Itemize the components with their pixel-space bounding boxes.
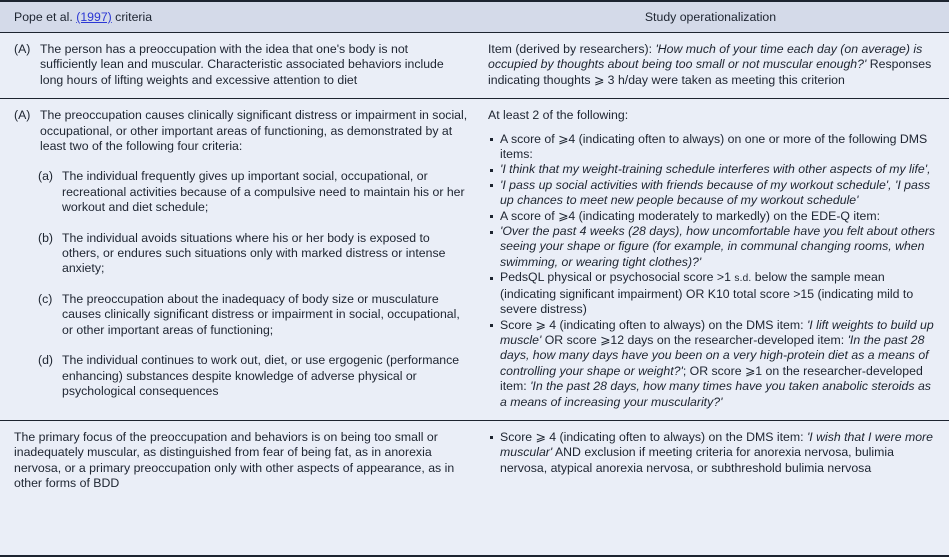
bullet-list bbox=[488, 430, 939, 476]
bullet-item bbox=[488, 132, 939, 163]
criterion-item bbox=[14, 108, 468, 154]
sub-criteria-list bbox=[14, 169, 468, 399]
text-run: 'Over the past 4 weeks (28 days), how uncomfortable have you felt about others seeing your shape or figure (for example, in communal changing rooms, when swimming, or wearing tight clothes)?' bbox=[500, 224, 936, 269]
sub-criterion-label: (a) bbox=[38, 169, 54, 184]
column-header-criteria-suffix: criteria bbox=[111, 10, 153, 24]
text-run: 'In the past 28 days, how many days have you been on a very high-protein diet as a means of controlling your shape or weight?' bbox=[500, 332, 929, 378]
cell-operationalization bbox=[480, 421, 949, 502]
cell-operationalization bbox=[480, 99, 949, 420]
bullet-item bbox=[488, 224, 939, 270]
sub-criterion-item bbox=[14, 169, 468, 215]
table-header-row bbox=[0, 2, 949, 33]
text-run: Responses indicating thoughts ⩾ 3 h/day were taken as meeting this criterion bbox=[488, 57, 932, 87]
criterion-text: The person has a preoccupation with the idea that one's body is not sufficiently lean and muscular. Characteristic associated behaviors include long hours of lifting weights and excessive attention to diet bbox=[40, 42, 444, 87]
text-run: OR score ⩾12 days on the researcher-developed item: bbox=[541, 332, 848, 347]
text-run: AND exclusion if meeting criteria for anorexia nervosa, bulimia nervosa, atypical anorexia nervosa, or subthreshold bulimia nervosa bbox=[500, 445, 894, 475]
criterion-text: The preoccupation causes clinically significant distress or impairment in social, occupational, or other important areas of functioning, as demonstrated by at least two of the following four criteria: bbox=[40, 108, 468, 154]
bullet-item bbox=[488, 209, 939, 224]
bullet-item bbox=[488, 430, 939, 476]
criterion-label: (A) bbox=[14, 108, 31, 123]
text-run: 'I wish that I were more muscular' bbox=[500, 429, 933, 460]
table-row bbox=[0, 33, 949, 99]
operationalization-paragraph bbox=[488, 42, 939, 88]
column-header-criteria bbox=[0, 10, 480, 24]
bullet-list bbox=[488, 132, 939, 410]
cell-operationalization bbox=[480, 33, 949, 98]
text-run: 'I think that my weight-training schedule interferes with other aspects of my life', bbox=[500, 162, 931, 177]
text-run: 'I pass up social activities with friends because of my workout schedule', 'I pass up chances to meet new people because of my workout schedule' bbox=[500, 177, 931, 208]
text-run: PedsQL physical or psychosocial score >1 bbox=[500, 270, 735, 285]
bullet-item bbox=[488, 162, 939, 177]
text-run: s.d. bbox=[734, 273, 752, 285]
text-run: ; OR score ⩾1 on the researcher-developed item: bbox=[500, 363, 923, 394]
text-run: 'In the past 28 days, how many times have you taken anabolic steroids as a means of increasing your muscularity?' bbox=[500, 379, 931, 409]
text-run: Item (derived by researchers): bbox=[488, 42, 656, 56]
criterion-label: (A) bbox=[14, 42, 31, 56]
sub-criterion-item bbox=[14, 231, 468, 277]
text-run: Score ⩾ 4 (indicating often to always) on the DMS item: bbox=[500, 429, 807, 444]
table-body bbox=[0, 33, 949, 502]
sub-criterion-text: The individual avoids situations where his or her body is exposed to others, or endures such situations only with marked distress or intense anxiety; bbox=[62, 230, 446, 276]
sub-criterion-text: The preoccupation about the inadequacy of body size or musculature causes clinically significant distress or impairment in social, occupational, or other important areas of functioning; bbox=[62, 291, 460, 337]
citation-link-1997[interactable]: (1997) bbox=[76, 10, 112, 24]
text-run: 'I lift weights to build up muscle' bbox=[500, 317, 934, 347]
cell-criteria bbox=[0, 421, 480, 502]
quoted-item-text: 'How much of your time each day (on average) is occupied by thoughts about being too small or not muscular enough?' bbox=[488, 42, 923, 72]
text-run: below the sample mean (indicating significant impairment) OR K10 total score >15 (indicating mild to severe distress) bbox=[500, 270, 914, 317]
text-run: Score ⩾ 4 (indicating often to always) on the DMS item: bbox=[500, 317, 807, 332]
criteria-paragraph: The primary focus of the preoccupation and behaviors is on being too small or inadequately muscular, as distinguished from fear of being fat, as in anorexia nervosa, or a primary preoccupation only with other aspects of appearance, as in other forms of BDD bbox=[14, 429, 455, 491]
bullet-item bbox=[488, 270, 939, 317]
bullets-intro: At least 2 of the following: bbox=[488, 108, 629, 123]
sub-criterion-label: (c) bbox=[38, 291, 53, 306]
column-header-operationalization: Study operationalization bbox=[644, 10, 777, 24]
text-run: A score of ⩾4 (indicating moderately to markedly) on the EDE-Q item: bbox=[500, 208, 881, 223]
bullet-item bbox=[488, 178, 939, 209]
criterion-item bbox=[14, 42, 468, 88]
sub-criterion-label: (b) bbox=[38, 230, 54, 245]
text-run: A score of ⩾4 (indicating often to always) on one or more of the following DMS items: bbox=[500, 131, 928, 162]
table-row bbox=[0, 421, 949, 502]
bullet-item bbox=[488, 318, 939, 410]
sub-criterion-item bbox=[14, 292, 468, 338]
sub-criterion-text: The individual continues to work out, diet, or use ergogenic (performance enhancing) substances despite knowledge of adverse physical or psychological consequences bbox=[62, 353, 460, 398]
cell-criteria bbox=[0, 99, 480, 420]
cell-criteria bbox=[0, 33, 480, 98]
column-header-criteria-prefix: Pope et al. bbox=[14, 10, 77, 24]
sub-criterion-text: The individual frequently gives up important social, occupational, or recreational activities because of a compulsive need to maintain his or her workout and diet schedule; bbox=[62, 169, 465, 215]
table-row bbox=[0, 99, 949, 421]
sub-criterion-label: (d) bbox=[38, 353, 54, 368]
sub-criterion-item bbox=[14, 353, 468, 399]
